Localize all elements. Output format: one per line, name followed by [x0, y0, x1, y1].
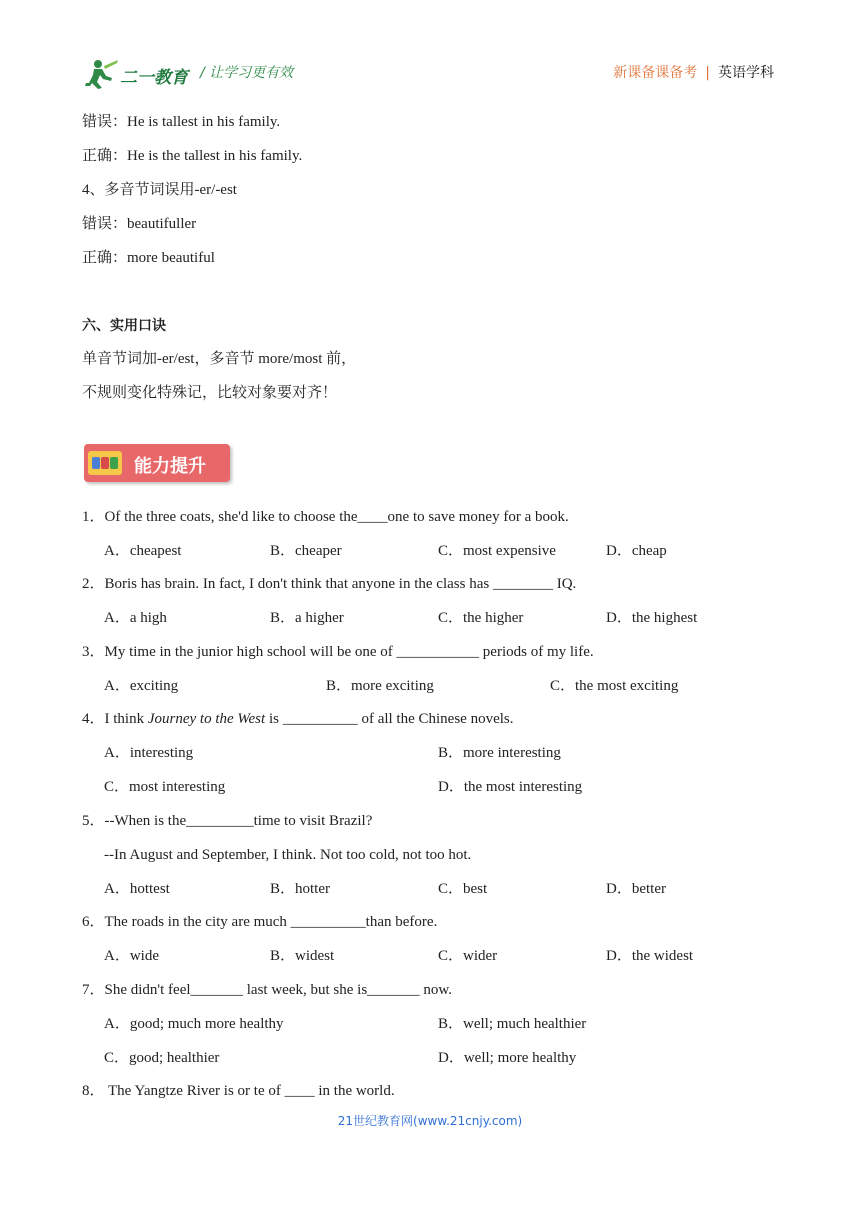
book-title: Journey to the West — [147, 711, 266, 727]
question-stem: 8． The Yangtze River is or te of ____ in the world. — [82, 1083, 395, 1099]
answer-blank: _________ — [186, 813, 254, 829]
section-banner — [84, 444, 230, 482]
correct-line: 正确：more beautiful — [82, 250, 215, 266]
option-a: A．exciting — [104, 678, 179, 694]
option-a: A．good; much more healthy — [104, 1016, 284, 1032]
option-b: B．more interesting — [438, 745, 561, 761]
header-separator: | — [705, 65, 710, 81]
option-b: B．a higher — [270, 610, 344, 626]
option-b: B．hotter — [270, 881, 330, 897]
error-line: 错误：He is tallest in his family. — [82, 114, 281, 130]
option-a: A．interesting — [104, 745, 194, 761]
mnemonic-line: 不规则变化特殊记，比较对象要对齐！ — [82, 385, 338, 401]
slogan: / 让学习更有效 — [200, 65, 294, 81]
option-b: B．more exciting — [326, 678, 434, 694]
option-b: B．widest — [270, 948, 335, 964]
chart-icon — [88, 451, 122, 475]
question-stem — [82, 709, 514, 729]
option-c: C．good; healthier — [104, 1050, 220, 1066]
header-right — [613, 62, 774, 82]
option-d: D．the widest — [606, 948, 694, 964]
option-c: C．wider — [438, 948, 498, 964]
option-b: B．well; much healthier — [438, 1016, 587, 1032]
question-stem: 7．She didn't feel_______ last week, but she is_______ now. — [82, 982, 453, 998]
subject-label: 英语学科 — [718, 65, 774, 81]
question-stem: 1．Of the three coats, she'd like to choose the____one to save money for a book. — [82, 509, 569, 525]
site-logo — [84, 56, 192, 90]
option-c: C．the higher — [438, 610, 524, 626]
logo-text: 二一教育 — [120, 68, 188, 88]
option-c: C．the most exciting — [550, 678, 679, 694]
option-d: D．cheap — [606, 543, 667, 559]
option-c: C．most interesting — [104, 779, 226, 795]
option-c: C．best — [438, 881, 488, 897]
option-d: D．well; more healthy — [438, 1050, 577, 1066]
option-b: B．cheaper — [270, 543, 342, 559]
course-label: 新课备课备考 — [613, 65, 698, 81]
footer-link[interactable]: 21世纪教育网(www.21cnjy.com) — [337, 1114, 523, 1128]
banner-label: 能力提升 — [134, 456, 206, 477]
stem-part: 5．--When is the — [82, 813, 187, 829]
rule-heading: 4、多音节词误用-er/-est — [82, 182, 237, 198]
option-c: C．most expensive — [438, 543, 556, 559]
question-stem-line2: --In August and September, I think. Not too cold, not too hot. — [104, 847, 472, 863]
option-d: D．the highest — [606, 610, 698, 626]
correct-line: 正确：He is the tallest in his family. — [82, 148, 303, 164]
option-a: A．hottest — [104, 881, 170, 897]
option-a: A．cheapest — [104, 543, 182, 559]
mnemonic-heading: 六、实用口诀 — [82, 318, 166, 334]
stem-part: 4．I think — [82, 711, 148, 727]
option-a: A．wide — [104, 948, 159, 964]
option-d: D．the most interesting — [438, 779, 583, 795]
question-stem: 2．Boris has brain. In fact, I don't think that anyone in the class has ________ IQ. — [82, 576, 577, 592]
stem-part: time to visit Brazil? — [253, 813, 373, 829]
option-a: A．a high — [104, 610, 167, 626]
question-stem — [82, 811, 372, 831]
mnemonic-line: 单音节词加-er/est，多音节 more/most 前， — [82, 351, 357, 367]
option-d: D．better — [606, 881, 666, 897]
stem-part: is __________ of all the Chinese novels. — [265, 711, 514, 727]
question-stem: 6．The roads in the city are much __________than before. — [82, 914, 438, 930]
question-stem: 3．My time in the junior high school will be one of ___________ periods of my life. — [82, 644, 594, 660]
error-line: 错误：beautifuller — [82, 216, 197, 232]
